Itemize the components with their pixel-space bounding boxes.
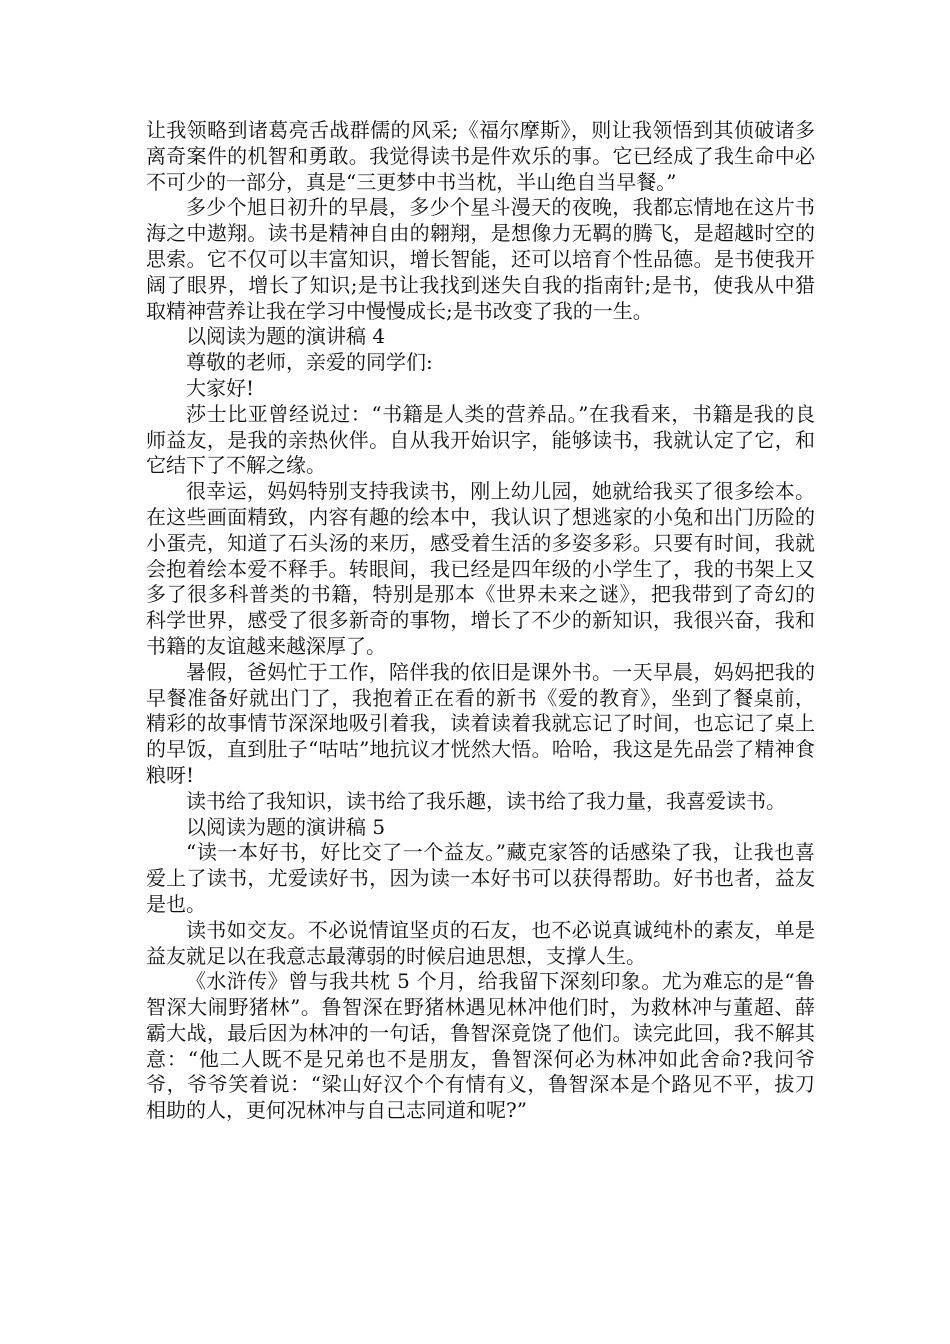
paragraph-8: 暑假，爸妈忙于工作，陪伴我的依旧是课外书。一天早晨，妈妈把我的早餐准备好就出门了，我抱着正在看的新书《爱的教育》，坐到了餐桌前，精彩的故事情节深深地吸引着我，读着读着我就忘记了时间，也忘记了桌上的早饭，直到肚子“咕咕”地抗议才恍然大悟。哈哈，我这是先品尝了精神食粮呀! — [146, 659, 815, 787]
salutation: 尊敬的老师，亲爱的同学们: — [186, 350, 433, 375]
paragraph-2: 多少个旭日初升的早晨，多少个星斗漫天的夜晚，我都忘情地在这片书海之中遨翔。读书是精神自由的翱翔，是想像力无羁的腾飞，是超越时空的思索。它不仅可以丰富知识，增长智能，还可以培育个性品德。是书使我开阔了眼界，增长了知识;是书让我找到迷失自我的指南针;是书，使我从中猎取精神营养让我在学习中慢慢成长;是书改变了我的一生。 — [146, 195, 815, 323]
section-heading-5: 以阅读为题的演讲稿 5 — [186, 814, 386, 839]
paragraph-7: 很幸运，妈妈特别支持我读书，刚上幼儿园，她就给我买了很多绘本。在这些画面精致，内容有趣的绘本中，我认识了想逃家的小兔和出门历险的小蛋壳，知道了石头汤的来历，感受着生活的多姿多彩。只要有时间，我就会抱着绘本爱不释手。转眼间，我已经是四年级的小学生了，我的书架上又多了很多科普类的书籍，特别是那本《世界未来之谜》，把我带到了奇幻的科学世界，感受了很多新奇的事物，增长了不少的新知识，我很兴奋，我和书籍的友谊越来越深厚了。 — [146, 479, 815, 658]
document-body — [146, 118, 815, 1124]
section-heading-4: 以阅读为题的演讲稿 4 — [186, 324, 386, 349]
paragraph-13: 《水浒传》曾与我共枕 5 个月，给我留下深刻印象。尤为难忘的是“鲁智深大闹野猪林”。鲁智深在野猪林遇见林冲他们时，为救林冲与董超、薛霸大战，最后因为林冲的一句话，鲁智深竟饶了他们。读完此回，我不解其意：“他二人既不是兄弟也不是朋友，鲁智深何必为林冲如此舍命?我问爷爷，爷爷笑着说：“梁山好汉个个有情有义，鲁智深本是个路见不平，拔刀相助的人，更何况林冲与自己志同道和呢?” — [146, 969, 815, 1123]
paragraph-6: 莎士比亚曾经说过：“书籍是人类的营养品。”在我看来，书籍是我的良师益友，是我的亲热伙伴。自从我开始识字，能够读书，我就认定了它，和它结下了不解之缘。 — [146, 401, 815, 478]
paragraph-9: 读书给了我知识，读书给了我乐趣，读书给了我力量，我喜爱读书。 — [186, 788, 786, 813]
paragraph-1: 让我领略到诸葛亮舌战群儒的风采;《福尔摩斯》，则让我领悟到其侦破诸多离奇案件的机智和勇敢。我觉得读书是件欢乐的事。它已经成了我生命中必不可少的一部分，真是“三更梦中书当枕，半山绝自当早餐。” — [146, 118, 815, 194]
paragraph-12: 读书如交友。不必说情谊坚贞的石友，也不必说真诚纯朴的素友，单是益友就足以在我意志最薄弱的时候启迪思想，支撑人生。 — [146, 917, 815, 968]
paragraph-11: “读一本好书，好比交了一个益友。”藏克家答的话感染了我，让我也喜爱上了读书，尤爱读好书，因为读一本好书可以获得帮助。好书也者，益友是也。 — [146, 840, 815, 916]
greeting: 大家好! — [186, 375, 255, 400]
